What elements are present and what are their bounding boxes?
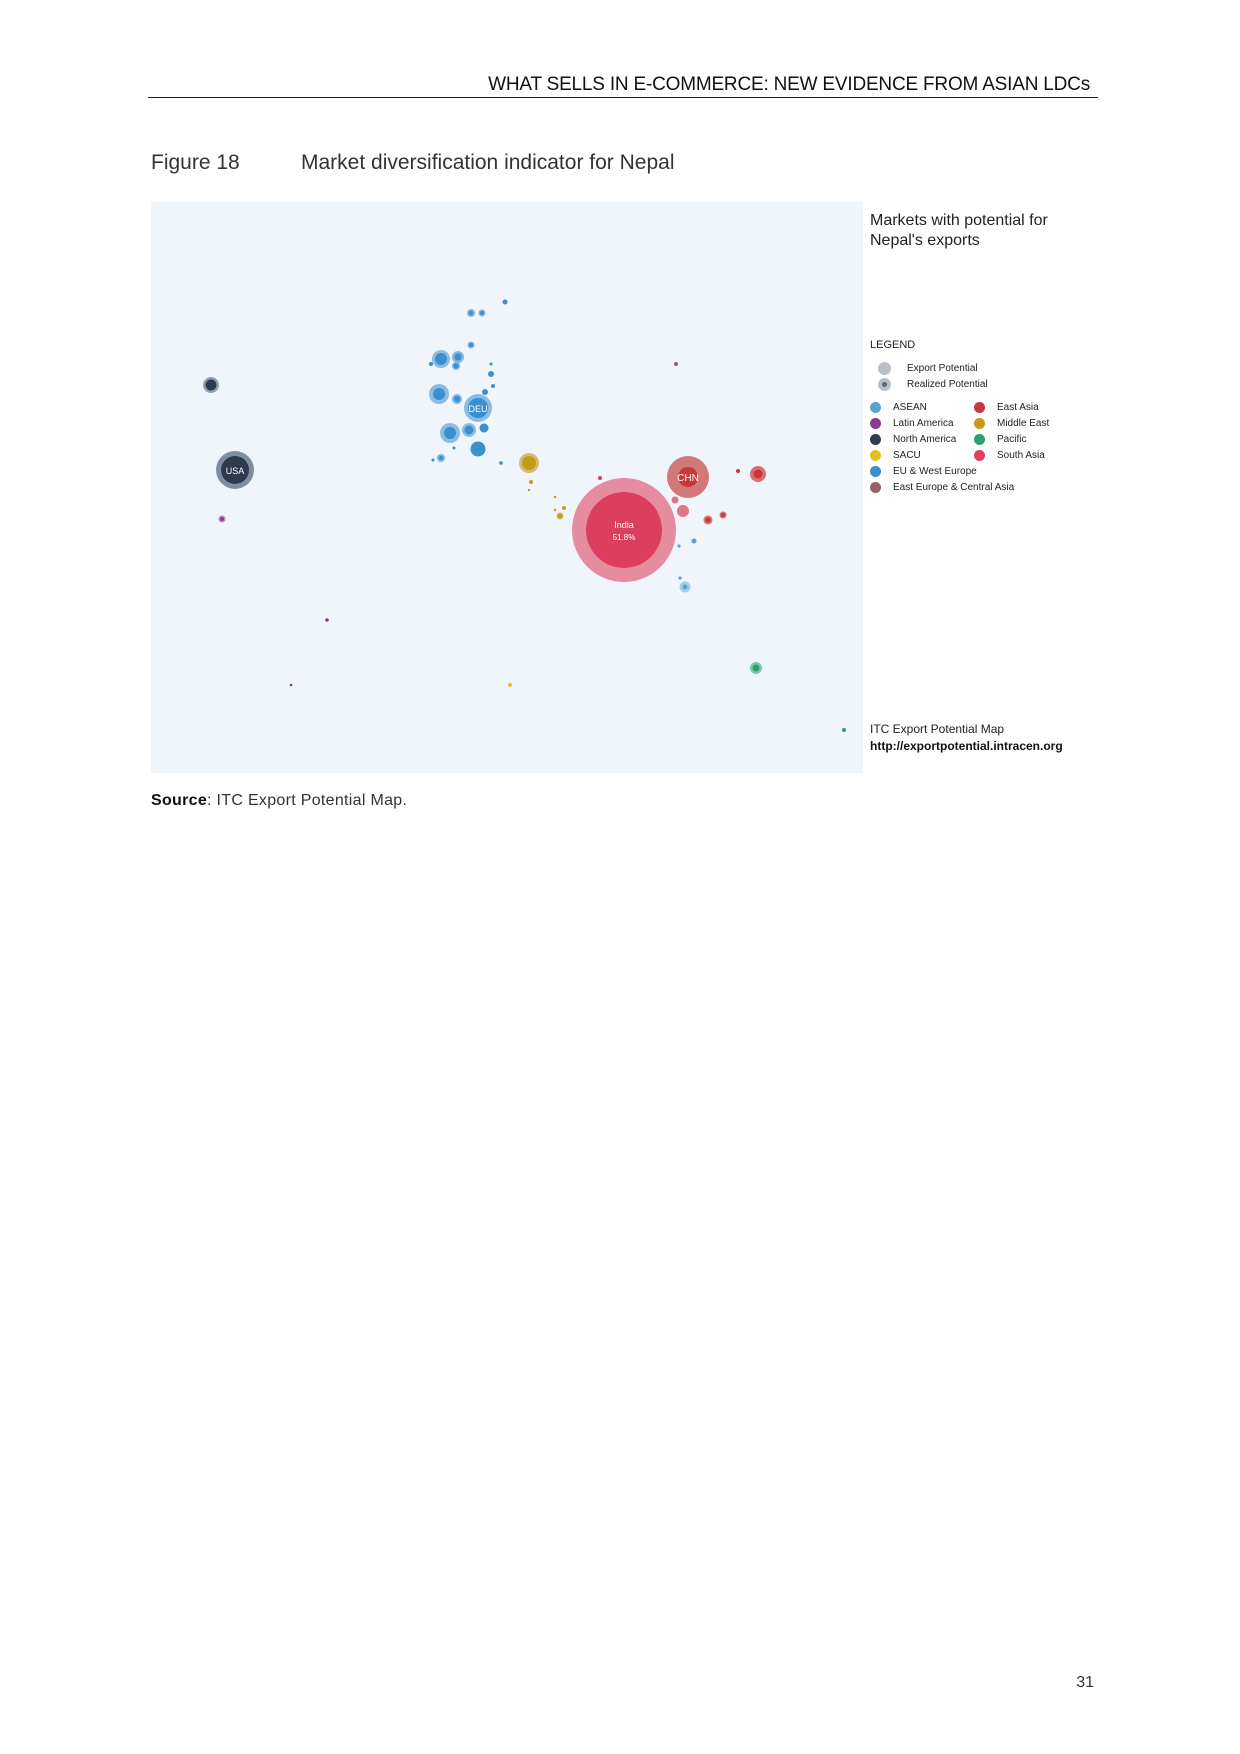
legend-item-middle-east	[974, 418, 1049, 429]
legend-heading: LEGEND	[870, 339, 916, 351]
bubble-eu-4	[471, 442, 486, 457]
legend-item-east-europe-central-asia	[870, 482, 1014, 493]
legend-item-label: East Asia	[997, 402, 1039, 413]
legend-export-potential	[878, 360, 988, 376]
header-divider	[148, 97, 1098, 98]
legend-export-potential-label: Export Potential	[907, 362, 978, 374]
bubble-eu-18	[491, 384, 495, 388]
legend-item-south-asia	[974, 450, 1045, 461]
realized-potential-core-icon	[882, 382, 887, 387]
bubble-sa-1	[677, 505, 689, 517]
asean-bubbles	[677, 539, 696, 593]
legend-item-latin-america	[870, 418, 954, 429]
south-asia-dot-icon	[974, 450, 985, 461]
legend-item-label: North America	[893, 434, 957, 445]
bubble-eu-15	[429, 362, 433, 366]
bubble-eu-24	[499, 461, 503, 465]
map-credit-name: ITC Export Potential Map	[870, 722, 1005, 736]
legend-item-north-america	[870, 434, 956, 445]
bubble-eu-11-core	[469, 343, 473, 347]
eu-west-europe-dot-icon	[870, 466, 881, 477]
bubble-ece-1	[674, 362, 678, 366]
bubble-value-india: 51.8%	[612, 533, 636, 542]
latin-america-dot-icon	[870, 418, 881, 429]
bubble-eu-2-core	[444, 427, 456, 439]
bubble-eu-22-core	[439, 456, 443, 460]
legend-item-eu-west-europe	[870, 466, 977, 477]
bubble-eu-14-core	[455, 354, 462, 361]
legend-realized-potential-label: Realized Potential	[907, 378, 988, 390]
bubble-me-4	[554, 496, 557, 499]
bubble-eu-12-core	[454, 364, 459, 369]
bubble-ea-3-core	[706, 518, 711, 523]
legend-item-label: SACU	[893, 450, 921, 461]
bubble-me-5	[562, 506, 566, 510]
bubble-eu-20	[479, 398, 483, 402]
legend-item-label: Pacific	[997, 434, 1027, 445]
bubble-eu-13-core	[435, 353, 447, 365]
map-credit-url[interactable]: http://exportpotential.intracen.org	[870, 739, 1063, 753]
middle-east-bubbles	[519, 453, 566, 520]
legend-item-label: Middle East	[997, 418, 1050, 429]
legend-item-pacific	[974, 434, 1026, 445]
bubble-me-2	[529, 480, 533, 484]
bubble-eu-6	[480, 424, 489, 433]
bubble-pacific-2	[842, 728, 846, 732]
running-header-title: WHAT SELLS IN E-COMMERCE: NEW EVIDENCE FROM ASIAN LDCs	[488, 74, 1090, 95]
source-label: Source	[151, 792, 208, 809]
legend-item-label: East Europe & Central Asia	[893, 482, 1015, 493]
sacu-dot-icon	[870, 450, 881, 461]
bubble-eu-21	[453, 447, 456, 450]
bubble-label-india: India	[614, 520, 634, 530]
bubble-me-1-core	[522, 456, 536, 470]
legend-realized-potential	[878, 376, 988, 392]
export-potential-swatch-icon	[878, 362, 891, 375]
legend-item-east-asia	[974, 402, 1039, 413]
figure-number: Figure 18	[151, 151, 240, 174]
bubble-ea-4-core	[721, 513, 725, 517]
legend-item-label: Latin America	[893, 418, 954, 429]
asean-dot-icon	[870, 402, 881, 413]
figure-title: Market diversification indicator for Nepal	[301, 151, 675, 174]
bubble-eu-17	[488, 371, 494, 377]
pacific-dot-icon	[974, 434, 985, 445]
bubble-latam-1-core	[220, 517, 224, 521]
bubble-asean-2	[692, 539, 697, 544]
bubble-eu-3-core	[465, 426, 474, 435]
bubble-label-usa: USA	[225, 466, 245, 476]
bubble-latam-2	[325, 618, 329, 622]
bubble-asean-3	[677, 544, 680, 547]
eu-cluster-bubbles	[429, 300, 508, 465]
bubble-label-deu: DEU	[468, 404, 488, 414]
east-asia-dot-icon	[974, 402, 985, 413]
north-america-dot-icon	[870, 434, 881, 445]
bubble-map	[151, 202, 863, 773]
legend-item-label: South Asia	[997, 450, 1045, 461]
legend-item-sacu	[870, 450, 921, 461]
bubble-ea-1-core	[754, 470, 763, 479]
bubble-map-panel	[151, 202, 863, 773]
bubble-eu-10	[503, 300, 508, 305]
bubble-asean-1-core	[683, 585, 688, 590]
other-region-bubbles	[219, 516, 847, 733]
bubble-eu-8-core	[469, 311, 473, 315]
realized-potential-swatch-icon	[878, 378, 891, 391]
east-europe-central-asia-dot-icon	[870, 482, 881, 493]
bubble-sa-3	[598, 476, 602, 480]
bubble-me-6-core	[558, 514, 562, 518]
bubble-ea-2	[736, 469, 740, 473]
source-text: : ITC Export Potential Map.	[207, 792, 408, 809]
bubble-latam-3	[290, 684, 293, 687]
bubble-eu-16	[490, 363, 493, 366]
bubble-asean-4	[678, 576, 681, 579]
bubble-pacific-1-core	[753, 665, 760, 672]
bubble-north-america-small-core	[206, 380, 217, 391]
bubble-me-3	[528, 489, 530, 491]
figure-source	[151, 792, 407, 810]
page-number: 31	[1076, 1674, 1094, 1691]
bubble-eu-9-core	[480, 311, 484, 315]
legend-item-asean	[870, 402, 927, 413]
bubble-sacu-1	[508, 683, 512, 687]
bubble-sa-2	[672, 497, 679, 504]
bubble-me-7	[554, 509, 557, 512]
bubble-label-chn: CHN	[677, 473, 699, 484]
legend-item-label: ASEAN	[893, 402, 927, 413]
middle-east-dot-icon	[974, 418, 985, 429]
bubble-eu-23	[432, 459, 435, 462]
legend-item-label: EU & West Europe	[893, 466, 977, 477]
legend-side-title: Markets with potential for Nepal's exports	[870, 212, 1048, 249]
bubble-eu-1-core	[433, 388, 445, 400]
legend-size-keys	[878, 360, 988, 392]
bubble-eu-5-core	[454, 396, 460, 402]
bubble-eu-19	[482, 389, 488, 395]
bubble-india-realized	[586, 492, 662, 568]
